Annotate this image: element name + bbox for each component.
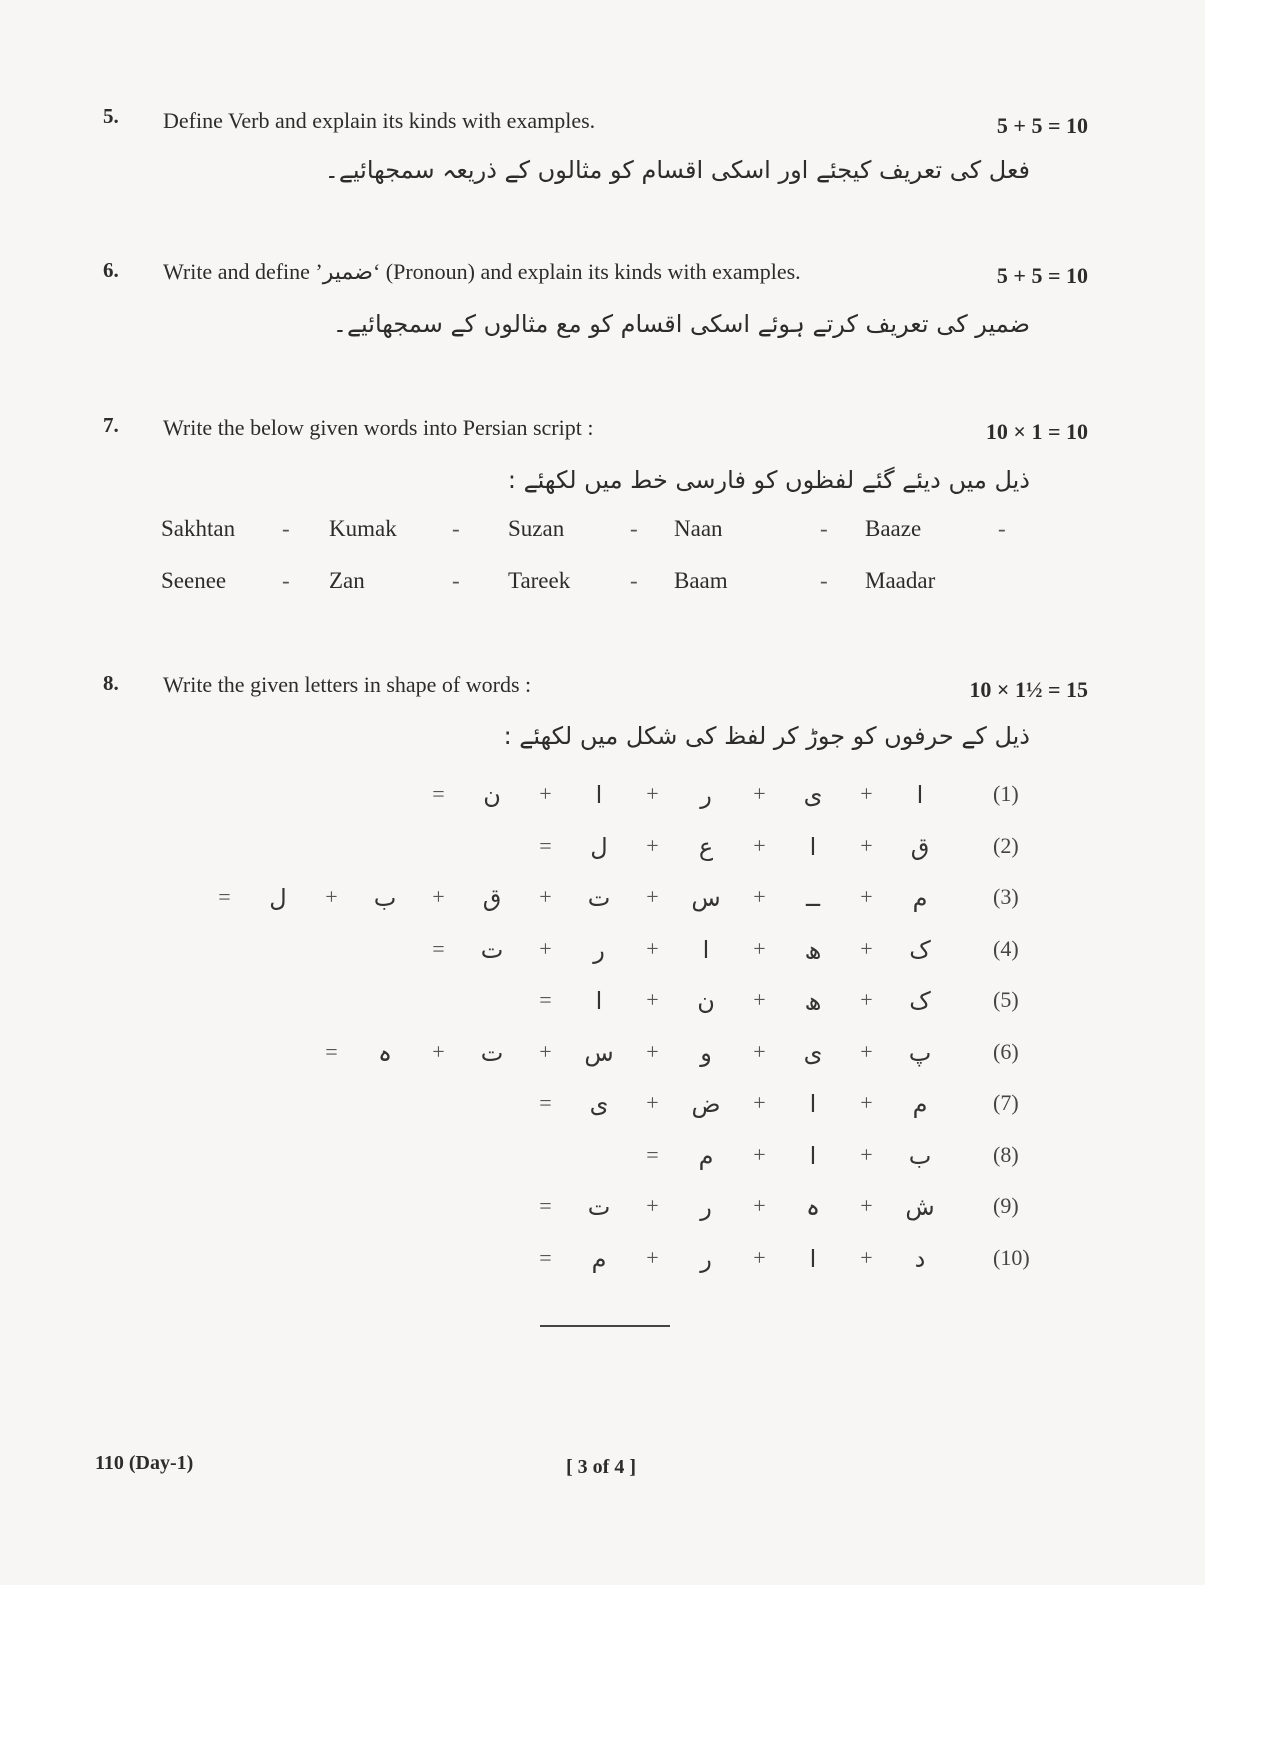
- plus-sign: +: [860, 1244, 873, 1270]
- word: Sakhtan: [161, 516, 236, 541]
- plus-sign: +: [753, 1193, 766, 1218]
- letter: ر: [593, 935, 605, 964]
- word: Baaze: [865, 516, 922, 541]
- word-separator: -: [452, 568, 460, 593]
- question-marks: 10 × 1½ = 15: [969, 677, 1088, 702]
- question-urdu-text: فعل کی تعریف کیجئے اور اسکی اقسام کو مثالوں کے ذریعہ سمجھائیے۔: [324, 156, 1030, 184]
- letter: ا: [809, 832, 817, 861]
- plus-sign: +: [325, 884, 338, 909]
- letter: ت: [587, 1193, 611, 1221]
- item-number: (1): [993, 781, 1019, 806]
- plus-sign: +: [860, 1141, 873, 1167]
- word: Kumak: [329, 516, 397, 541]
- word: Tareek: [508, 568, 571, 593]
- letter: ض: [691, 1090, 721, 1118]
- plus-sign: +: [539, 935, 552, 961]
- equals-sign: =: [539, 832, 552, 858]
- letter: م: [591, 1244, 607, 1273]
- question-urdu-text: ضمیر کی تعریف کرتے ہوئے اسکی اقسام کو مع مثالوں کے سمجھائیے۔: [332, 310, 1030, 338]
- letter: ل: [269, 884, 287, 912]
- question-number: 8.: [103, 671, 119, 695]
- plus-sign: +: [646, 832, 659, 858]
- word-separator: -: [820, 568, 828, 593]
- letter: ھ: [804, 987, 822, 1015]
- page-number: [ 3 of 4 ]: [566, 1456, 636, 1478]
- letter: ب: [373, 884, 397, 912]
- plus-sign: +: [753, 935, 766, 961]
- letter: ک: [909, 935, 931, 964]
- plus-sign: +: [860, 884, 873, 909]
- letter: ا: [595, 781, 603, 809]
- plus-sign: +: [646, 884, 659, 909]
- question-number: 7.: [103, 413, 119, 437]
- letter: ہ: [377, 1038, 393, 1067]
- letter: ا: [916, 781, 924, 809]
- equals-sign: =: [218, 884, 231, 909]
- letter: س: [584, 1038, 614, 1067]
- letter: ل: [590, 832, 608, 861]
- letter: ا: [595, 987, 603, 1015]
- letter: ت: [587, 884, 611, 912]
- word-separator: -: [998, 516, 1006, 541]
- question-text: Define Verb and explain its kinds with examples.: [163, 108, 596, 133]
- word: Maadar: [865, 568, 936, 593]
- question-marks: 5 + 5 = 10: [996, 113, 1088, 138]
- equals-sign: =: [646, 1141, 659, 1167]
- item-number: (10): [993, 1244, 1030, 1270]
- word-separator: -: [282, 516, 290, 541]
- plus-sign: +: [646, 987, 659, 1012]
- item-number: (5): [993, 987, 1019, 1012]
- equals-sign: =: [432, 781, 445, 806]
- letter: و: [700, 1038, 712, 1067]
- item-number: (4): [993, 935, 1019, 961]
- plus-sign: +: [860, 1193, 873, 1218]
- plus-sign: +: [753, 1244, 766, 1270]
- plus-sign: +: [432, 1038, 445, 1064]
- plus-sign: +: [753, 987, 766, 1012]
- plus-sign: +: [860, 1090, 873, 1115]
- item-number: (6): [993, 1038, 1019, 1064]
- plus-sign: +: [753, 781, 766, 806]
- letter: ن: [697, 987, 715, 1015]
- question-marks: 5 + 5 = 10: [996, 263, 1088, 288]
- plus-sign: +: [753, 884, 766, 909]
- plus-sign: +: [860, 987, 873, 1012]
- item-number: (3): [993, 884, 1019, 909]
- paper-code: 110 (Day-1): [95, 1452, 194, 1474]
- letter: ق: [910, 832, 930, 861]
- plus-sign: +: [753, 1038, 766, 1064]
- letter: ہ: [805, 1193, 821, 1221]
- letter: ب: [908, 1141, 932, 1170]
- plus-sign: +: [860, 935, 873, 961]
- word-separator: -: [630, 568, 638, 593]
- letter: ن: [483, 781, 501, 809]
- plus-sign: +: [646, 1193, 659, 1218]
- word-separator: -: [820, 516, 828, 541]
- plus-sign: +: [539, 884, 552, 909]
- plus-sign: +: [860, 832, 873, 858]
- question-urdu-text: ذیل کے حرفوں کو جوڑ کر لفظ کی شکل میں لکھئے :: [503, 722, 1030, 750]
- plus-sign: +: [539, 1038, 552, 1064]
- letter: ھ: [804, 935, 822, 964]
- letter: ا: [809, 1244, 817, 1273]
- question-text: Write the below given words into Persian script :: [163, 415, 594, 440]
- item-number: (9): [993, 1193, 1019, 1218]
- letter: ر: [700, 781, 712, 809]
- letter: ت: [480, 935, 504, 964]
- plus-sign: +: [539, 781, 552, 806]
- word-separator: -: [452, 516, 460, 541]
- letter: ا: [702, 935, 710, 964]
- letter: ا: [809, 1090, 817, 1118]
- equals-sign: =: [539, 1193, 552, 1218]
- plus-sign: +: [753, 832, 766, 858]
- plus-sign: +: [753, 1141, 766, 1167]
- plus-sign: +: [646, 1038, 659, 1064]
- plus-sign: +: [646, 1090, 659, 1115]
- equals-sign: =: [539, 1244, 552, 1270]
- equals-sign: =: [539, 987, 552, 1012]
- word: Naan: [674, 516, 723, 541]
- letter: د: [914, 1244, 926, 1273]
- letter: ــ: [805, 884, 821, 912]
- letter: ی: [803, 781, 823, 809]
- question-marks: 10 × 1 = 10: [985, 419, 1088, 444]
- letter: ا: [809, 1141, 817, 1170]
- letter: ک: [909, 987, 931, 1015]
- letter: م: [698, 1141, 714, 1170]
- plus-sign: +: [432, 884, 445, 909]
- letter: س: [691, 884, 721, 912]
- question-number: 6.: [103, 258, 119, 282]
- question-text: Write and define ’ضمیر‘ (Pronoun) and explain its kinds with examples.: [163, 259, 801, 284]
- equals-sign: =: [432, 935, 445, 961]
- question-text: Write the given letters in shape of words :: [163, 672, 532, 697]
- letter: پ: [908, 1038, 932, 1067]
- word-separator: -: [630, 516, 638, 541]
- letter: ر: [700, 1244, 712, 1273]
- word: Baam: [674, 568, 728, 593]
- word-separator: -: [282, 568, 290, 593]
- plus-sign: +: [860, 1038, 873, 1064]
- end-rule: [540, 1325, 670, 1327]
- item-number: (7): [993, 1090, 1019, 1115]
- question-number: 5.: [103, 104, 119, 128]
- letter: ت: [480, 1038, 504, 1067]
- letter: م: [912, 884, 928, 912]
- equals-sign: =: [325, 1038, 338, 1064]
- letter: ق: [482, 884, 502, 912]
- item-number: (2): [993, 832, 1019, 858]
- plus-sign: +: [646, 781, 659, 806]
- plus-sign: +: [646, 1244, 659, 1270]
- word: Seenee: [161, 568, 227, 593]
- item-number: (8): [993, 1141, 1019, 1167]
- plus-sign: +: [860, 781, 873, 806]
- plus-sign: +: [753, 1090, 766, 1115]
- word: Suzan: [508, 516, 565, 541]
- word: Zan: [329, 568, 365, 593]
- letter: ش: [905, 1193, 935, 1221]
- letter: ع: [698, 832, 714, 861]
- letter: م: [912, 1090, 928, 1118]
- letter: ی: [803, 1038, 823, 1067]
- question-urdu-text: ذیل میں دیئے گئے لفظوں کو فارسی خط میں لکھئے :: [507, 466, 1030, 494]
- plus-sign: +: [646, 935, 659, 961]
- letter: ر: [700, 1193, 712, 1221]
- equals-sign: =: [539, 1090, 552, 1115]
- letter: ی: [589, 1090, 609, 1118]
